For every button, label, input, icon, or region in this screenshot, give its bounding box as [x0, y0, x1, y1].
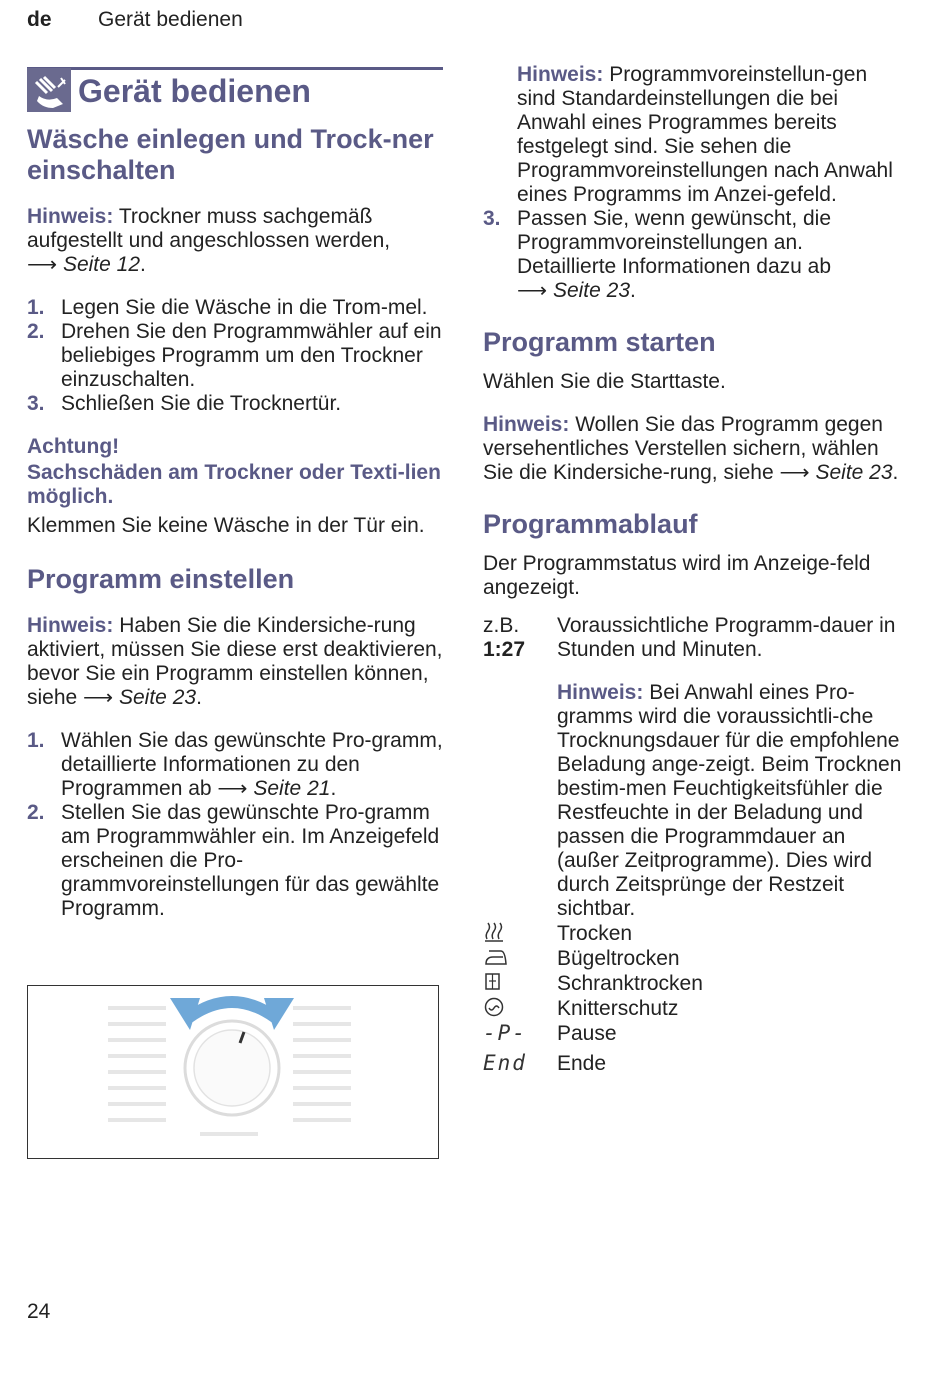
iron-icon: [483, 946, 543, 974]
page-reference-link[interactable]: Seite 21: [253, 777, 331, 800]
page-number: 24: [27, 1300, 51, 1323]
step-list: [27, 296, 443, 416]
cupboard-icon: [483, 971, 543, 999]
step-list: [27, 729, 443, 921]
flow-text: Der Programmstatus wird im Anzeige-feld angezeigt.: [483, 552, 871, 599]
hint-text: Haben Sie die Kindersiche-rung aktiviert, müssen Sie diese erst deaktivieren, bevor Sie ein Programm einstellen können, siehe: [27, 614, 443, 709]
section-heading-start-program: Programm starten: [483, 327, 716, 357]
section-heading-program-flow: Programmablauf: [483, 509, 698, 539]
example-time-value: 1:27: [483, 638, 526, 661]
list-item: Bügeltrocken: [483, 946, 903, 971]
pause-symbol: -P-: [483, 1021, 527, 1045]
hint-installation: Hinweis: Trockner muss sachgemäß aufgestellt und angeschlossen werden, ⟶ Seite 12.: [27, 205, 391, 276]
warning-subtitle: Sachschäden am Trockner oder Texti-lien möglich.: [27, 461, 441, 508]
list-item: 1. Legen Sie die Wäsche in die Trom-mel.: [27, 296, 428, 319]
language-code: de: [27, 8, 52, 31]
arrow-icon: ⟶: [779, 461, 810, 484]
hint-text: Wollen Sie das Programm gegen versehentliches Verstellen sichern, wählen Sie die Kindersiche-rung, siehe: [483, 413, 883, 484]
anti-crease-icon: [483, 996, 543, 1024]
start-text: Wählen Sie die Starttaste.: [483, 370, 726, 393]
title-rule: [27, 67, 443, 70]
steam-icon: [483, 921, 543, 949]
list-item: -P- Pause: [483, 1021, 617, 1045]
example-text: Voraussichtliche Programm-dauer in Stunden und Minuten.: [557, 614, 896, 661]
status-symbol-list: [483, 921, 903, 1081]
operate-device-icon: [27, 68, 71, 112]
section-heading-set-program: Programm einstellen: [27, 564, 295, 594]
end-symbol: End: [483, 1051, 527, 1075]
hint-label: Hinweis:: [483, 413, 570, 436]
hint-child-lock: Hinweis: Haben Sie die Kindersiche-rung aktiviert, müssen Sie diese erst deaktivieren, bevor Sie ein Programm einstellen können, siehe ⟶ Seite 23.: [27, 614, 443, 709]
hint-text: Bei Anwahl eines Pro-gramms wird die voraussichtli-che Trocknungsdauer für die empfohlene Beladung ange-zeigt. Beim Trocknen bestim-men Feuchtigkeitsfühler die Restfeuchte in der Beladung und passen die Programmdauer an (außer Zeitprogramme). Dies wird durch Zeitsprünge der Restzeit sichtbar.: [557, 681, 902, 920]
section-heading-load-laundry: Wäsche einlegen und Trock-ner einschalten: [27, 124, 434, 185]
hint-label: Hinweis:: [27, 205, 114, 228]
list-item: Trocken: [483, 921, 903, 946]
arrow-icon: ⟶: [83, 686, 114, 709]
hint-presets: [483, 63, 903, 207]
header-section-title: Gerät bedienen: [98, 8, 243, 31]
warning-title: Achtung!: [27, 435, 120, 458]
list-item: 3. Schließen Sie die Trocknertür.: [27, 392, 342, 415]
page-title: Gerät bedienen: [78, 73, 311, 109]
list-item: 1. Wählen Sie das gewünschte Pro-gramm, detaillierte Informationen zu den Programmen ab ⟶ Seite 21.: [27, 729, 443, 800]
example-row: [483, 614, 903, 662]
example-label: z.B.: [483, 614, 520, 637]
list-item: 3. Passen Sie, wenn gewünscht, die Programmvoreinstellungen an. Detaillierte Informationen dazu ab ⟶ Seite 23.: [483, 207, 832, 302]
list-item: Knitterschutz: [483, 996, 903, 1021]
hint-label: Hinweis:: [517, 63, 604, 86]
page-reference-link[interactable]: Seite 12: [62, 253, 141, 276]
hint-text: Trockner muss sachgemäß aufgestellt und angeschlossen werden,: [27, 205, 391, 252]
hint-duration: [557, 681, 903, 921]
list-item: End Ende: [483, 1051, 607, 1075]
arrow-icon: ⟶: [27, 253, 58, 276]
page-reference-link[interactable]: Seite 23: [815, 461, 893, 484]
hint-text: Programmvoreinstellun-gen sind Standardeinstellungen die bei Anwahl eines Programmes bereits festgelegt sind. Sie sehen die Programmvoreinstellungen nach Anwahl eines Programms im Anzei-gefeld.: [517, 63, 893, 206]
list-item: 2. Stellen Sie das gewünschte Pro-gramm am Programmwähler ein. Im Anzeigefeld erscheinen die Pro-grammvoreinstellungen für das gewählte Programm.: [27, 801, 440, 920]
list-item: 2. Drehen Sie den Programmwähler auf ein beliebiges Programm um den Trockner einzuschalten.: [27, 320, 442, 391]
list-item: Schranktrocken: [483, 971, 903, 996]
program-selector-illustration: [27, 985, 439, 1159]
hint-label: Hinweis:: [27, 614, 114, 637]
page-reference-link[interactable]: Seite 23: [552, 279, 631, 302]
warning-text: Klemmen Sie keine Wäsche in der Tür ein.: [27, 514, 425, 537]
hint-label: Hinweis:: [557, 681, 644, 704]
hint-start-child-lock: Hinweis: Wollen Sie das Programm gegen versehentliches Verstellen sichern, wählen Sie die Kindersiche-rung, siehe ⟶ Seite 23.: [483, 413, 899, 484]
page-reference-link[interactable]: Seite 23: [119, 686, 197, 709]
